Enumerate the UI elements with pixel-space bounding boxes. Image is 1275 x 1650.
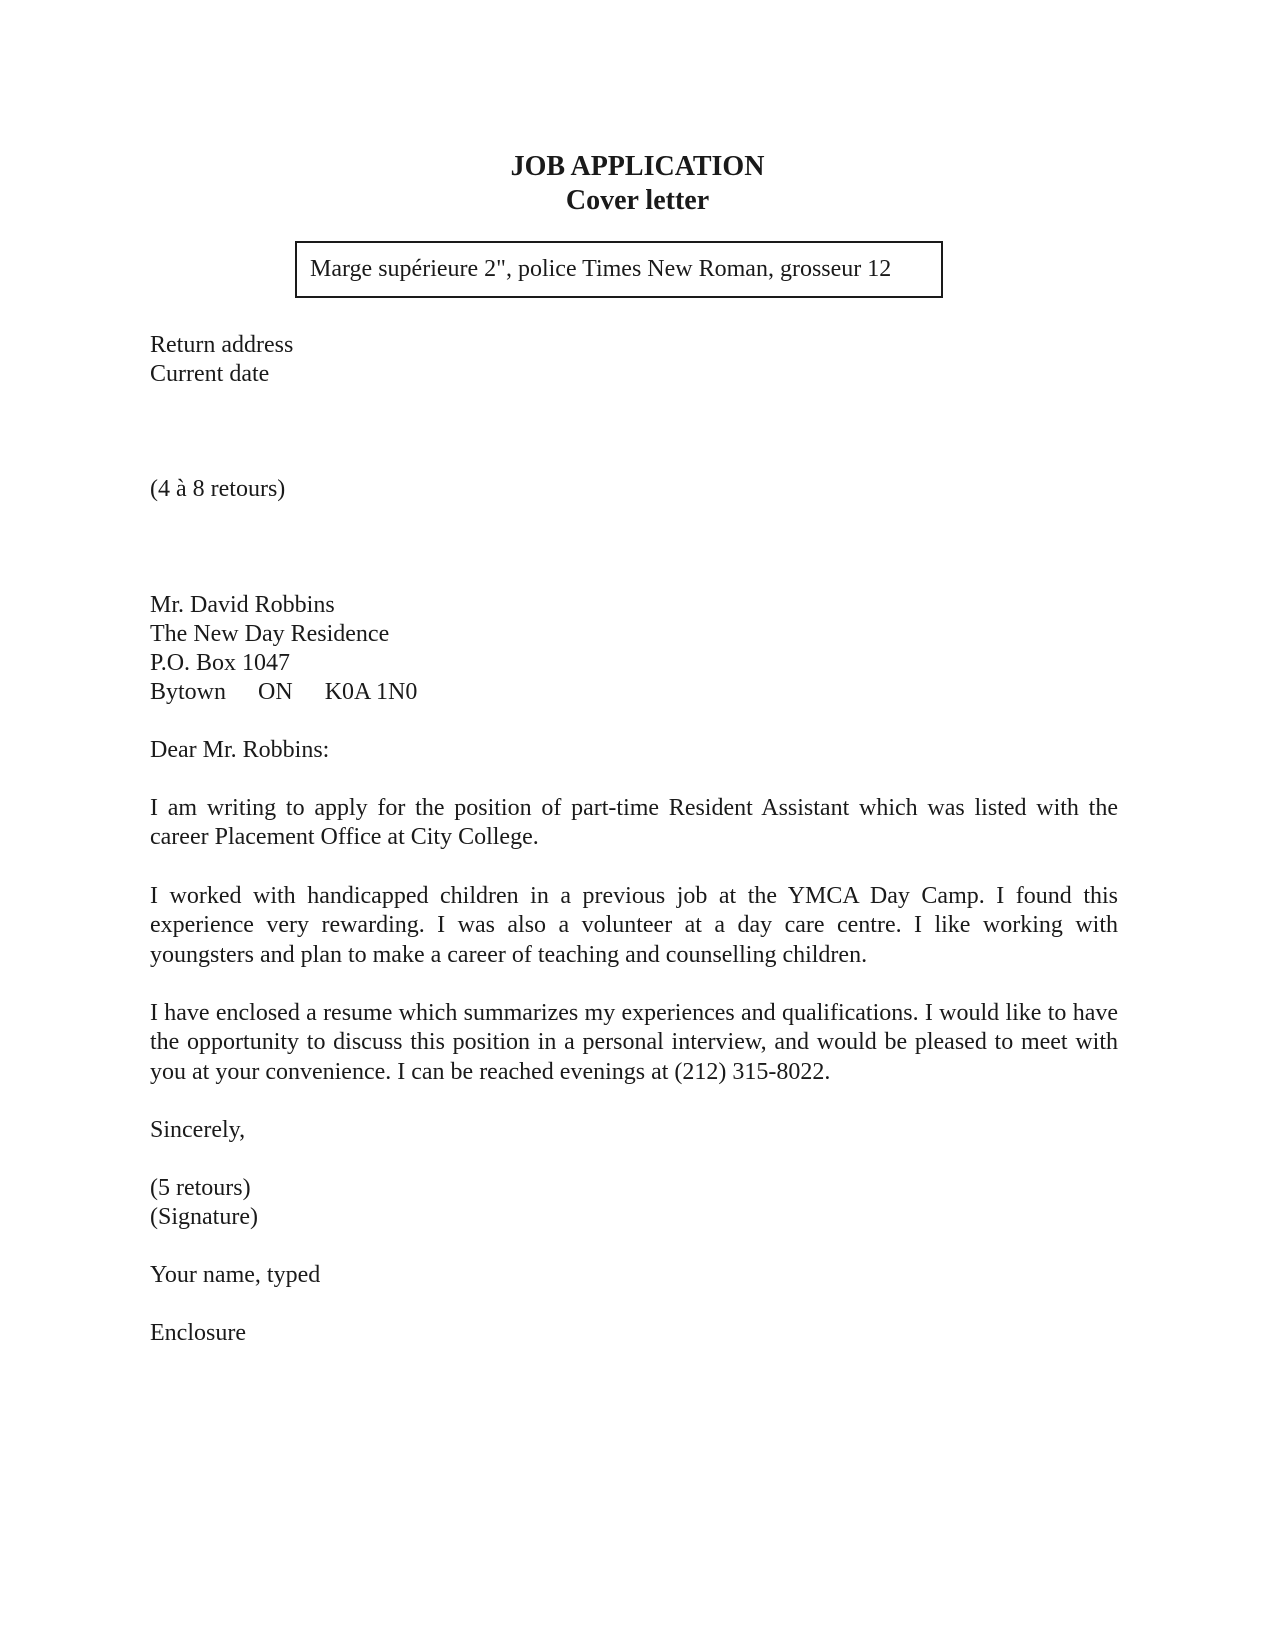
- signature-placeholder: (Signature): [150, 1204, 258, 1230]
- salutation: Dear Mr. Robbins:: [150, 737, 330, 763]
- recipient-postal-code: K0A 1N0: [324, 679, 418, 705]
- document-subtitle: Cover letter: [565, 185, 710, 216]
- format-note-box: [295, 241, 943, 298]
- recipient-city-line: [150, 678, 417, 707]
- current-date: Current date: [150, 361, 270, 387]
- spacing-note-bottom: (5 retours): [150, 1175, 251, 1201]
- recipient-name: Mr. David Robbins: [150, 592, 335, 618]
- enclosure: Enclosure: [150, 1320, 246, 1346]
- document-title: JOB APPLICATION: [510, 151, 765, 182]
- spacing-note-top: (4 à 8 retours): [150, 476, 286, 502]
- closing: Sincerely,: [150, 1117, 246, 1143]
- recipient-city: Bytown: [150, 679, 227, 705]
- format-note-text: Marge supérieure 2", police Times New Roman, grosseur 12: [310, 256, 892, 282]
- return-address: Return address: [150, 332, 294, 358]
- body-paragraph-2: I worked with handicapped children in a previous job at the YMCA Day Camp. I found this experience very rewarding. I was also a volunteer at a day care centre. I like working with youngsters and plan to make a career of teaching and counselling children.: [150, 883, 1118, 968]
- body-paragraph-3: I have enclosed a resume which summarizes my experiences and qualifications. I would like to have the opportunity to discuss this position in a personal interview, and would be pleased to meet with you at your convenience. I can be reached evenings at (212) 315-8022.: [150, 1000, 1118, 1085]
- recipient-province: ON: [258, 679, 293, 705]
- body-paragraph-1: I am writing to apply for the position of part-time Resident Assistant which was listed with the career Placement Office at City College.: [150, 795, 1118, 851]
- recipient-organization: The New Day Residence: [150, 621, 390, 647]
- typed-name: Your name, typed: [150, 1262, 321, 1288]
- recipient-po-box: P.O. Box 1047: [150, 650, 291, 676]
